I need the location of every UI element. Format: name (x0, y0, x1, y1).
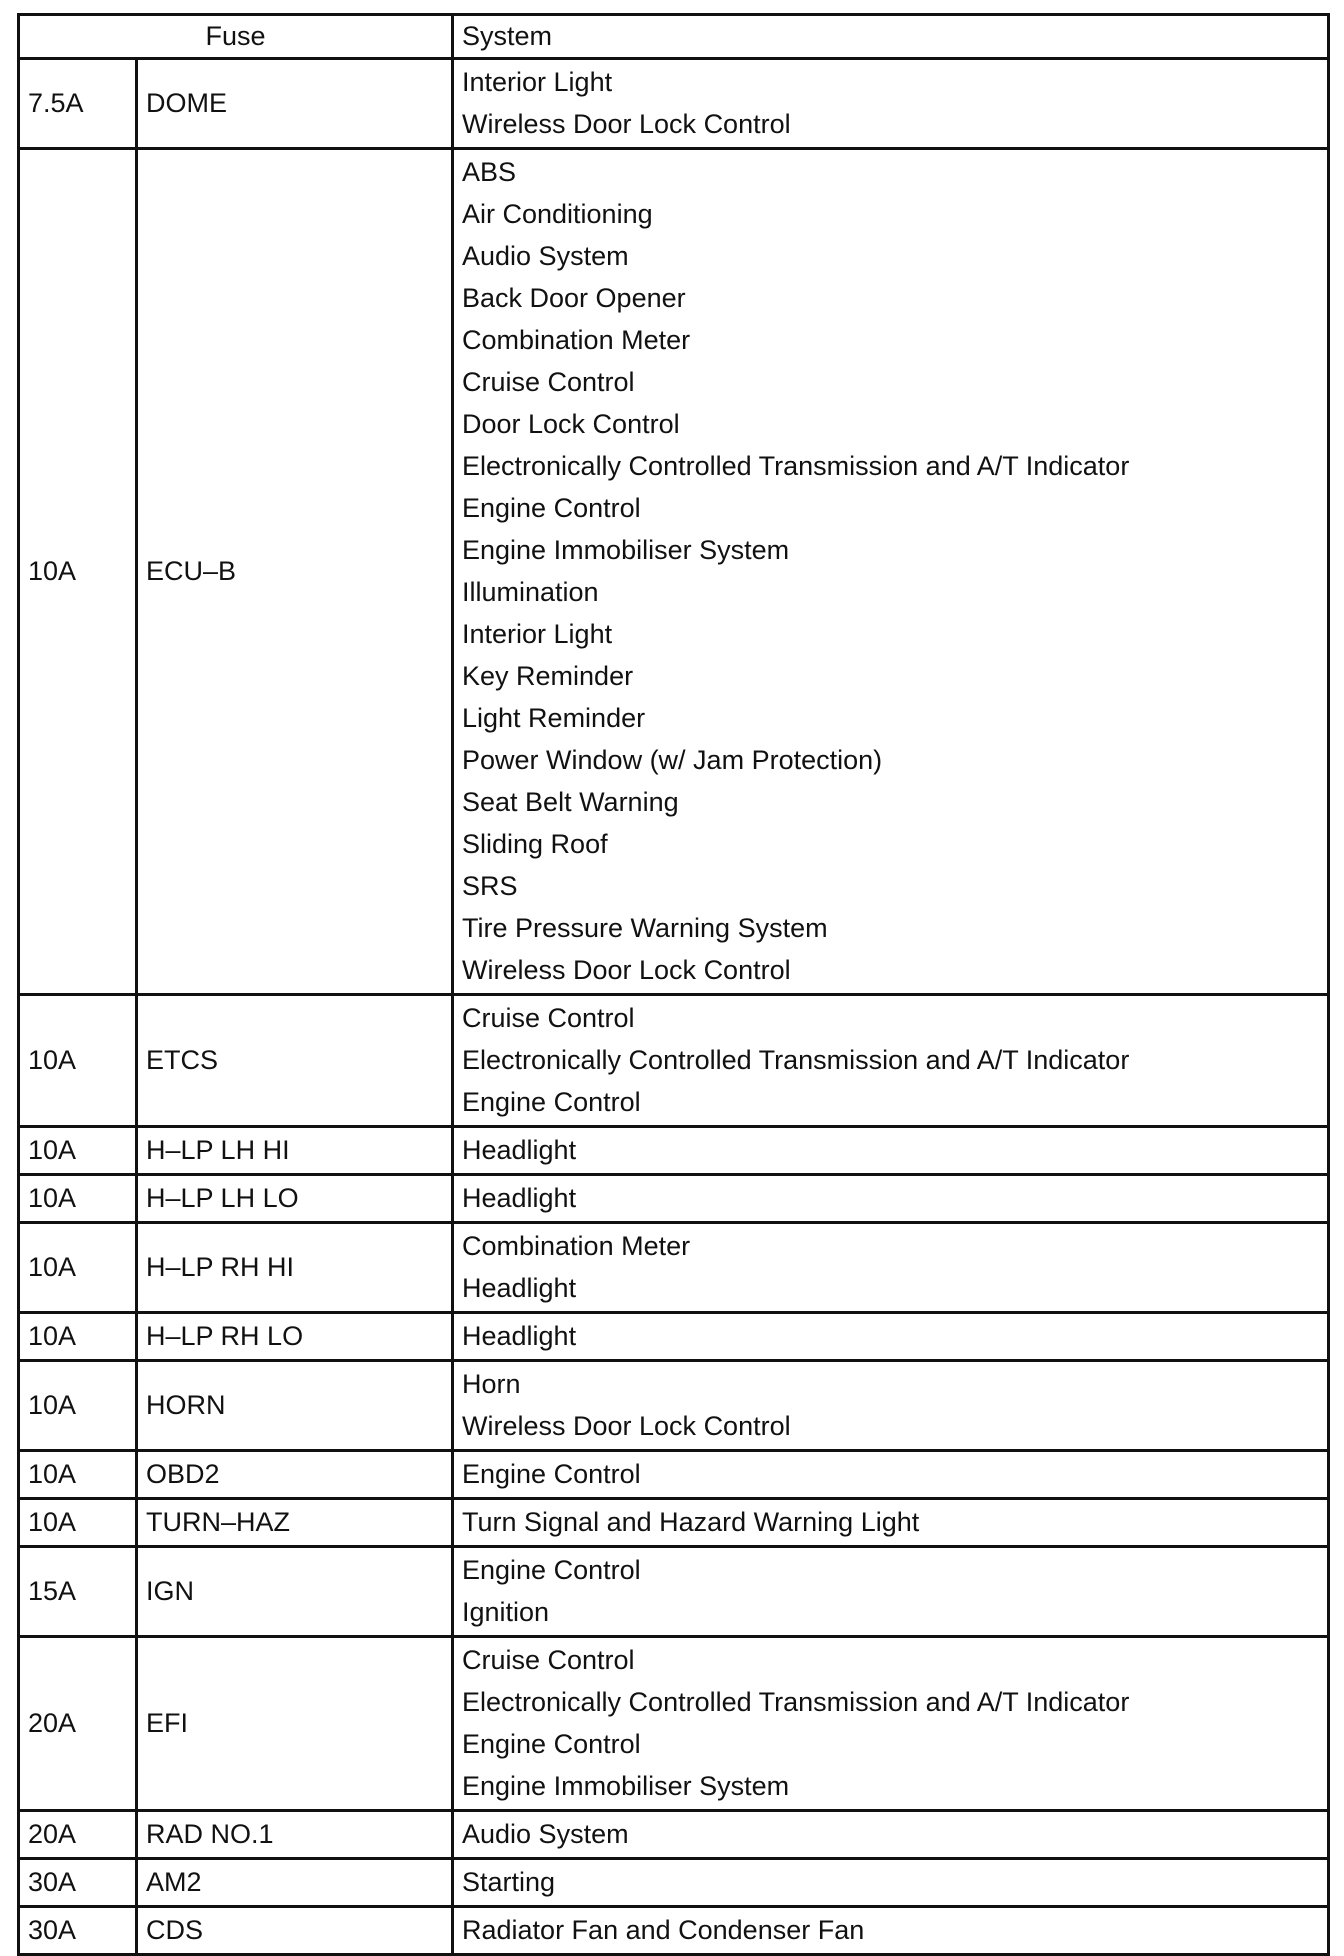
system-item: Headlight (462, 1321, 577, 1351)
table-row (19, 1859, 1329, 1907)
system-list (453, 59, 1329, 149)
fuse-name: ETCS (137, 995, 453, 1127)
table-row (19, 1127, 1329, 1175)
table-row (19, 1313, 1329, 1361)
fuse-amperage: 10A (19, 995, 137, 1127)
system-item: Combination Meter (462, 1231, 691, 1261)
fuse-name: H–LP LH HI (137, 1127, 453, 1175)
table-row (19, 1547, 1329, 1637)
fuse-name: AM2 (137, 1859, 453, 1907)
system-item: Tire Pressure Warning System (462, 913, 828, 943)
system-item: Power Window (w/ Jam Protection) (462, 745, 883, 775)
fuse-name: HORN (137, 1361, 453, 1451)
table-row (19, 149, 1329, 995)
system-item: Key Reminder (462, 661, 634, 691)
system-item: Engine Immobiliser System (462, 1771, 790, 1801)
system-item: SRS (462, 871, 518, 901)
system-item: Engine Control (462, 1729, 641, 1759)
table-body (19, 59, 1329, 1955)
system-item: Cruise Control (462, 367, 635, 397)
fuse-name: EFI (137, 1637, 453, 1811)
system-item: Interior Light (462, 67, 613, 97)
system-item: Engine Control (462, 1459, 641, 1489)
system-item: Electronically Controlled Transmission and A/T Indicator (462, 1045, 1130, 1075)
system-item: Combination Meter (462, 325, 691, 355)
table-row (19, 1175, 1329, 1223)
system-item: ABS (462, 157, 517, 187)
system-item: Air Conditioning (462, 199, 653, 229)
table-row (19, 1499, 1329, 1547)
table-row (19, 1811, 1329, 1859)
table-row (19, 1223, 1329, 1313)
fuse-name: IGN (137, 1547, 453, 1637)
table-row (19, 995, 1329, 1127)
system-item: Headlight (462, 1273, 577, 1303)
system-item: Starting (462, 1867, 556, 1897)
fuse-amperage: 7.5A (19, 59, 137, 149)
system-list (453, 1637, 1329, 1811)
system-item: Turn Signal and Hazard Warning Light (462, 1507, 920, 1537)
fuse-name: DOME (137, 59, 453, 149)
fuse-name: H–LP RH LO (137, 1313, 453, 1361)
fuse-table (17, 13, 1330, 1956)
fuse-amperage: 10A (19, 1313, 137, 1361)
system-column-header: System (453, 15, 1329, 59)
system-item: Cruise Control (462, 1645, 635, 1675)
table-row (19, 1907, 1329, 1955)
fuse-name: ECU–B (137, 149, 453, 995)
header-row (19, 15, 1329, 59)
system-item: Electronically Controlled Transmission and A/T Indicator (462, 451, 1130, 481)
system-list (453, 1907, 1329, 1955)
system-list (453, 1859, 1329, 1907)
system-item: Wireless Door Lock Control (462, 1411, 791, 1441)
system-item: Engine Control (462, 1087, 641, 1117)
fuse-name: H–LP LH LO (137, 1175, 453, 1223)
system-list (453, 1547, 1329, 1637)
fuse-amperage: 10A (19, 149, 137, 995)
system-item: Audio System (462, 241, 629, 271)
system-list (453, 1811, 1329, 1859)
system-item: Audio System (462, 1819, 629, 1849)
table-row (19, 59, 1329, 149)
fuse-column-header: Fuse (19, 15, 453, 59)
system-item: Interior Light (462, 619, 613, 649)
table-row (19, 1361, 1329, 1451)
fuse-name: H–LP RH HI (137, 1223, 453, 1313)
system-item: Wireless Door Lock Control (462, 955, 791, 985)
system-item: Wireless Door Lock Control (462, 109, 791, 139)
fuse-amperage: 15A (19, 1547, 137, 1637)
system-list (453, 995, 1329, 1127)
fuse-amperage: 10A (19, 1451, 137, 1499)
fuse-amperage: 10A (19, 1175, 137, 1223)
system-item: Electronically Controlled Transmission and A/T Indicator (462, 1687, 1130, 1717)
fuse-name: OBD2 (137, 1451, 453, 1499)
system-item: Engine Control (462, 1555, 641, 1585)
system-list (453, 1313, 1329, 1361)
fuse-name: TURN–HAZ (137, 1499, 453, 1547)
system-item: Sliding Roof (462, 829, 608, 859)
system-list (453, 1361, 1329, 1451)
table-row (19, 1637, 1329, 1811)
system-item: Headlight (462, 1183, 577, 1213)
system-list (453, 1127, 1329, 1175)
system-list (453, 1451, 1329, 1499)
system-item: Radiator Fan and Condenser Fan (462, 1915, 865, 1945)
system-list (453, 1175, 1329, 1223)
table-row (19, 1451, 1329, 1499)
system-list (453, 149, 1329, 995)
fuse-amperage: 10A (19, 1499, 137, 1547)
fuse-amperage: 10A (19, 1127, 137, 1175)
system-item: Cruise Control (462, 1003, 635, 1033)
system-item: Door Lock Control (462, 409, 680, 439)
fuse-name: RAD NO.1 (137, 1811, 453, 1859)
system-item: Engine Immobiliser System (462, 535, 790, 565)
system-item: Headlight (462, 1135, 577, 1165)
table-header (19, 15, 1329, 59)
fuse-amperage: 10A (19, 1223, 137, 1313)
system-list (453, 1223, 1329, 1313)
fuse-amperage: 10A (19, 1361, 137, 1451)
system-item: Light Reminder (462, 703, 646, 733)
fuse-name: CDS (137, 1907, 453, 1955)
fuse-amperage: 20A (19, 1811, 137, 1859)
system-item: Horn (462, 1369, 521, 1399)
fuse-amperage: 20A (19, 1637, 137, 1811)
fuse-amperage: 30A (19, 1907, 137, 1955)
system-list (453, 1499, 1329, 1547)
system-item: Illumination (462, 577, 599, 607)
fuse-amperage: 30A (19, 1859, 137, 1907)
system-item: Seat Belt Warning (462, 787, 679, 817)
system-item: Engine Control (462, 493, 641, 523)
system-item: Back Door Opener (462, 283, 686, 313)
system-item: Ignition (462, 1597, 550, 1627)
